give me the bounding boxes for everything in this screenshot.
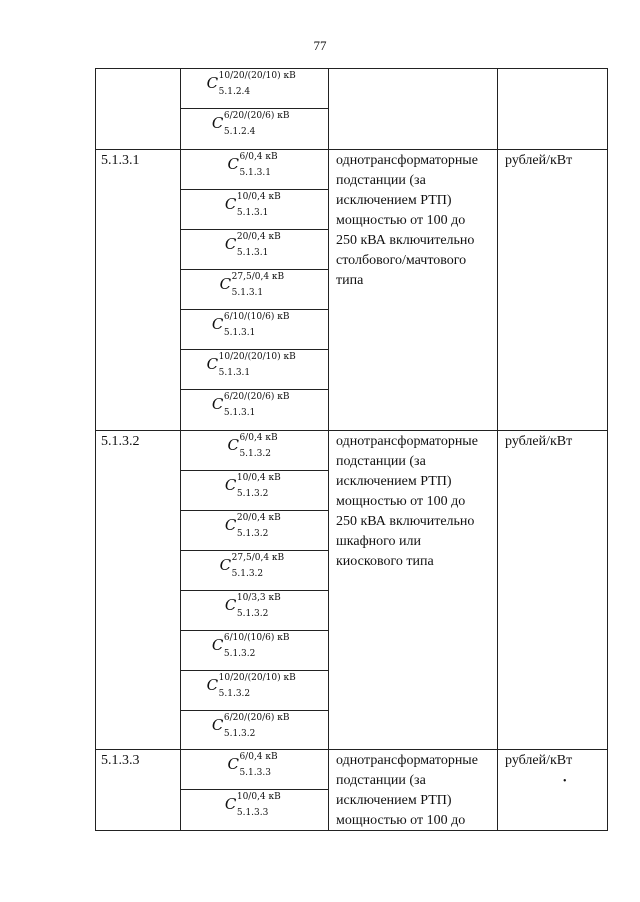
formula-divider [180,789,328,790]
formula-superscript: 6/20/(20/6) кВ [223,111,290,121]
description-line: подстанции (за [336,454,426,469]
formula-symbol: C [206,355,219,373]
tariff-formula [180,312,328,338]
formula-divider [180,550,328,551]
tariff-formula [180,272,328,298]
formula-superscript: 6/0,4 кВ [239,152,278,162]
description-line: типа [336,273,364,288]
formula-superscript: 6/20/(20/6) кВ [223,713,290,723]
item-unit: рублей/кВт [505,153,573,168]
formula-subscript: 5.1.3.2 [223,649,256,659]
formula-divider [180,229,328,230]
formula-superscript: 10/20/(20/10) кВ [218,673,296,683]
formula-divider [180,510,328,511]
formula-symbol: C [211,114,224,132]
formula-divider [180,309,328,310]
formula-subscript: 5.1.3.2 [236,489,269,499]
description-line: однотрансформаторные [336,753,478,768]
item-description [336,151,496,291]
scan-speck: • [563,776,567,787]
formula-divider [180,269,328,270]
description-line: мощностью от 100 до [336,813,466,828]
formula-symbol: C [219,275,232,293]
description-line: столбового/мачтового [336,253,467,268]
formula-subscript: 5.1.3.1 [236,208,269,218]
formula-superscript: 10/0,4 кВ [236,192,281,202]
tariff-formula [180,792,328,818]
formula-superscript: 10/0,4 кВ [236,473,281,483]
tariff-formula [180,513,328,539]
formula-subscript: 5.1.3.1 [218,368,251,378]
formula-symbol: C [211,636,224,654]
formula-superscript: 10/20/(20/10) кВ [218,352,296,362]
formula-subscript: 5.1.3.3 [239,768,271,778]
formula-symbol: C [224,516,237,534]
tariff-formula [180,713,328,739]
description-line: подстанции (за [336,173,426,188]
formula-superscript: 10/3,3 кВ [236,593,281,603]
formula-superscript: 10/20/(20/10) кВ [218,71,296,81]
tariff-formula [180,192,328,218]
column-divider [497,68,498,830]
formula-symbol: C [224,235,237,253]
formula-divider [180,670,328,671]
formula-superscript: 6/0,4 кВ [239,752,278,762]
description-line: мощностью от 100 до [336,494,466,509]
formula-subscript: 5.1.3.1 [239,168,271,178]
tariff-formula [180,232,328,258]
formula-superscript: 27,5/0,4 кВ [231,553,285,563]
formula-symbol: C [224,795,237,813]
formula-symbol: C [206,74,219,92]
tariff-formula [180,71,328,97]
description-line: 250 кВА включительно [336,514,475,529]
tariff-formula [180,673,328,699]
formula-subscript: 5.1.3.2 [223,729,256,739]
formula-superscript: 6/10/(10/6) кВ [223,312,290,322]
formula-symbol: C [227,155,239,173]
description-line: мощностью от 100 до [336,213,466,228]
tariff-formula [180,433,328,459]
formula-symbol: C [227,436,239,454]
table-top-border [95,68,608,69]
item-code: 5.1.3.2 [101,434,140,449]
item-code: 5.1.3.3 [101,753,140,768]
tariff-formula [180,593,328,619]
formula-subscript: 5.1.2.4 [223,127,256,137]
tariff-formula [180,392,328,418]
formula-superscript: 20/0,4 кВ [236,513,281,523]
description-line: киоскового типа [336,554,434,569]
tariff-formula [180,152,328,178]
item-description [336,432,496,572]
formula-divider [180,710,328,711]
formula-subscript: 5.1.3.1 [223,328,256,338]
tariff-formula [180,633,328,659]
tariff-formula [180,352,328,378]
item-unit: рублей/кВт [505,434,573,449]
description-line: исключением РТП) [336,474,452,489]
formula-superscript: 10/0,4 кВ [236,792,281,802]
item-code: 5.1.3.1 [101,153,140,168]
formula-symbol: C [211,395,224,413]
description-line: 250 кВА включительно [336,233,475,248]
tariff-formula [180,473,328,499]
tariff-formula [180,752,328,778]
formula-superscript: 6/10/(10/6) кВ [223,633,290,643]
formula-subscript: 5.1.3.2 [239,449,271,459]
formula-symbol: C [224,195,237,213]
column-divider [328,68,329,830]
row-divider [95,430,608,431]
formula-symbol: C [227,755,239,773]
formula-subscript: 5.1.3.1 [223,408,256,418]
formula-divider [180,470,328,471]
description-line: шкафного или [336,534,422,549]
formula-symbol: C [224,476,237,494]
description-line: подстанции (за [336,773,426,788]
column-divider [95,68,96,830]
tariff-formula [180,553,328,579]
formula-subscript: 5.1.3.3 [236,808,269,818]
formula-superscript: 6/0,4 кВ [239,433,278,443]
item-description [336,751,496,831]
formula-superscript: 20/0,4 кВ [236,232,281,242]
formula-symbol: C [211,315,224,333]
item-unit: рублей/кВт [505,753,573,768]
formula-subscript: 5.1.3.2 [236,529,269,539]
formula-subscript: 5.1.3.2 [236,609,269,619]
row-divider [95,149,608,150]
description-line: однотрансформаторные [336,153,478,168]
tariff-formula [180,111,328,137]
page-number: 77 [313,38,327,53]
row-divider [95,749,608,750]
description-line: исключением РТП) [336,193,452,208]
formula-subscript: 5.1.3.1 [231,288,264,298]
formula-symbol: C [224,596,237,614]
formula-subscript: 5.1.3.2 [218,689,251,699]
formula-divider [180,590,328,591]
formula-symbol: C [219,556,232,574]
formula-symbol: C [211,716,224,734]
description-line: однотрансформаторные [336,434,478,449]
formula-divider [180,630,328,631]
formula-divider [180,349,328,350]
formula-divider [180,108,328,109]
formula-superscript: 6/20/(20/6) кВ [223,392,290,402]
description-line: исключением РТП) [336,793,452,808]
formula-subscript: 5.1.3.2 [231,569,264,579]
formula-symbol: C [206,676,219,694]
formula-subscript: 5.1.2.4 [218,87,251,97]
formula-subscript: 5.1.3.1 [236,248,269,258]
formula-superscript: 27,5/0,4 кВ [231,272,285,282]
formula-divider [180,389,328,390]
column-divider [607,68,608,830]
formula-divider [180,189,328,190]
